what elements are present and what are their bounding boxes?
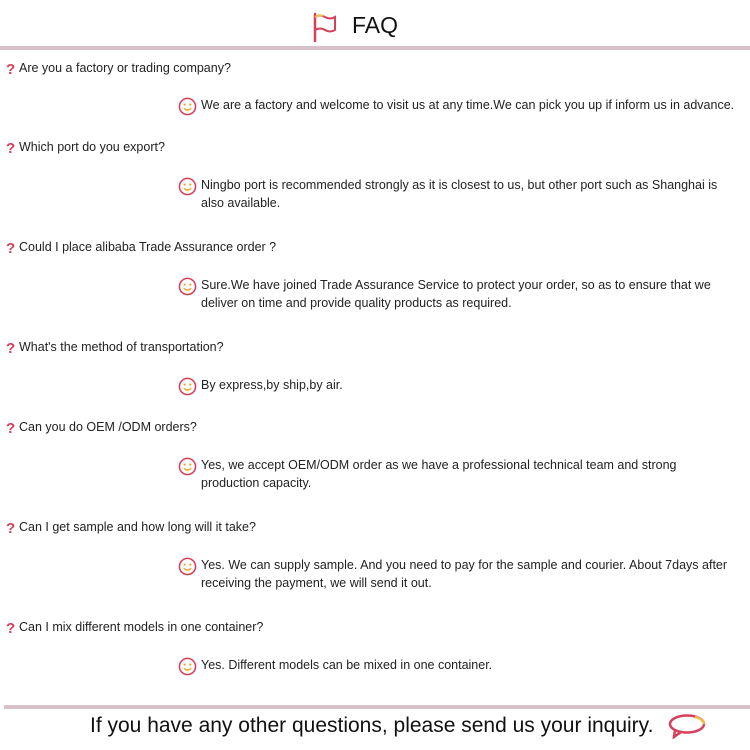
faq-answer bbox=[178, 456, 738, 492]
divider-bottom bbox=[4, 705, 750, 709]
question-text: What's the method of transportation? bbox=[19, 340, 224, 354]
question-text: Could I place alibaba Trade Assurance order ? bbox=[19, 240, 277, 254]
faq-answer bbox=[178, 176, 738, 212]
smiley-icon bbox=[178, 657, 197, 681]
question-mark-icon: ? bbox=[6, 420, 16, 437]
answer-text: Yes. We can supply sample. And you need to pay for the sample and courier. About 7days after receiving the payment, we will send it out. bbox=[201, 558, 728, 590]
smiley-icon bbox=[178, 457, 197, 481]
answer-text: Ningbo port is recommended strongly as it is closest to us, but other port such as Shanghai is also available. bbox=[201, 178, 718, 210]
question-mark-icon: ? bbox=[6, 61, 16, 78]
flag-icon bbox=[312, 12, 338, 42]
smiley-icon bbox=[178, 277, 197, 301]
answer-text: Sure.We have joined Trade Assurance Service to protect your order, so as to ensure that we deliver on time and provide quality products as required. bbox=[201, 278, 711, 310]
faq-answer bbox=[178, 96, 738, 121]
faq-question bbox=[6, 617, 263, 637]
faq-answer bbox=[178, 376, 738, 401]
question-text: Are you a factory or trading company? bbox=[19, 61, 231, 75]
question-mark-icon: ? bbox=[6, 240, 16, 257]
footer-text: If you have any other questions, please send us your inquiry. bbox=[90, 714, 654, 737]
speech-bubble-icon[interactable] bbox=[667, 713, 707, 739]
question-mark-icon: ? bbox=[6, 340, 16, 357]
question-mark-icon: ? bbox=[6, 620, 16, 637]
faq-answer bbox=[178, 556, 738, 592]
faq-answer bbox=[178, 276, 738, 312]
question-text: Can you do OEM /ODM orders? bbox=[19, 420, 197, 434]
faq-answer bbox=[178, 656, 738, 681]
question-text: Can I get sample and how long will it take? bbox=[19, 520, 256, 534]
faq-question bbox=[6, 137, 165, 157]
question-mark-icon: ? bbox=[6, 520, 16, 537]
smiley-icon bbox=[178, 377, 197, 401]
footer bbox=[90, 713, 707, 739]
question-text: Can I mix different models in one container? bbox=[19, 620, 264, 634]
faq-question bbox=[6, 237, 276, 257]
question-text: Which port do you export? bbox=[19, 140, 165, 154]
smiley-icon bbox=[178, 177, 197, 201]
smiley-icon bbox=[178, 557, 197, 581]
faq-question bbox=[6, 517, 256, 537]
question-mark-icon: ? bbox=[6, 140, 16, 157]
answer-text: We are a factory and welcome to visit us at any time.We can pick you up if inform us in advance. bbox=[201, 98, 735, 112]
answer-text: By express,by ship,by air. bbox=[201, 378, 343, 392]
smiley-icon bbox=[178, 97, 197, 121]
faq-question bbox=[6, 337, 224, 357]
faq-question bbox=[6, 58, 231, 78]
page-title: FAQ bbox=[352, 12, 399, 38]
faq-question bbox=[6, 417, 197, 437]
answer-text: Yes. Different models can be mixed in one container. bbox=[201, 658, 493, 672]
answer-text: Yes, we accept OEM/ODM order as we have a professional technical team and strong production capacity. bbox=[201, 458, 677, 490]
faq-header bbox=[0, 10, 750, 44]
divider-top bbox=[0, 46, 750, 50]
